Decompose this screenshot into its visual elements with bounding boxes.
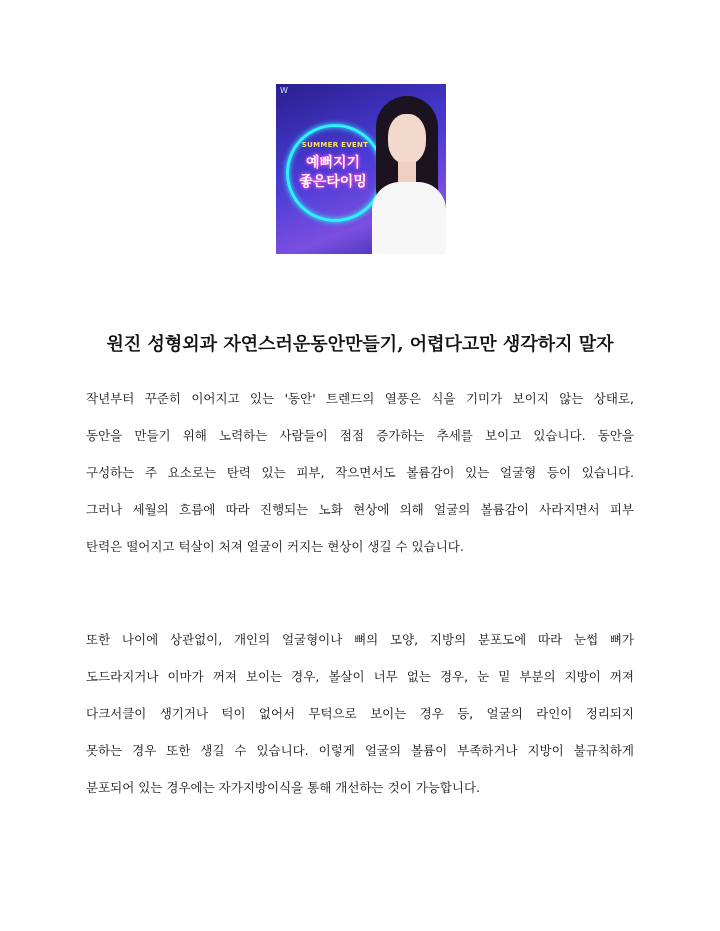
paragraph-line: 못하는 경우 또한 생길 수 있습니다. 이렇게 얼굴의 볼륨이 부족하거나 지방이 불규칙하게 xyxy=(86,743,634,758)
paragraph-line: 작년부터 꾸준히 이어지고 있는 '동안' 트렌드의 열풍은 식을 기미가 보이지 않는 상태로, xyxy=(86,391,634,406)
paragraph-line: 도드라지거나 이마가 꺼져 보이는 경우, 볼살이 너무 없는 경우, 눈 밑 부분의 지방이 꺼져 xyxy=(86,669,634,684)
brand-logo: W xyxy=(280,86,288,95)
model-figure xyxy=(368,92,446,254)
banner-headline-line1: 예뻐지기 xyxy=(305,155,361,171)
paragraph-1 xyxy=(86,390,634,575)
banner-event-label: SUMMER EVENT xyxy=(301,141,369,149)
paragraph-line: 동안을 만들기 위해 노력하는 사람들이 점점 증가하는 추세를 보이고 있습니다. 동안을 xyxy=(86,428,634,443)
paragraph-line: 구성하는 주 요소로는 탄력 있는 피부, 작으면서도 볼륨감이 있는 얼굴형 등이 있습니다. xyxy=(86,465,634,480)
paragraph-line: 그러나 세월의 흐름에 따라 진행되는 노화 현상에 의해 얼굴의 볼륨감이 사라지면서 피부 xyxy=(86,502,634,517)
paragraph-2 xyxy=(86,631,634,816)
paragraph-line: 다크서클이 생기거나 턱이 없어서 무턱으로 보이는 경우 등, 얼굴의 라인이 정리되지 xyxy=(86,706,634,721)
banner-headline-line2: 좋은타이밍 xyxy=(299,174,367,190)
paragraph-line: 분포되어 있는 경우에는 자가지방이식을 통해 개선하는 것이 가능합니다. xyxy=(86,780,481,795)
article-title: 원진 성형외과 자연스러운동안만들기, 어렵다고만 생각하지 말자 xyxy=(106,334,614,355)
summer-event-banner-image xyxy=(276,84,446,254)
paragraph-line: 탄력은 떨어지고 턱살이 처져 얼굴이 커지는 현상이 생길 수 있습니다. xyxy=(86,539,464,554)
paragraph-line: 또한 나이에 상관없이, 개인의 얼굴형이나 뼈의 모양, 지방의 분포도에 따라 눈썹 뼈가 xyxy=(86,632,634,647)
